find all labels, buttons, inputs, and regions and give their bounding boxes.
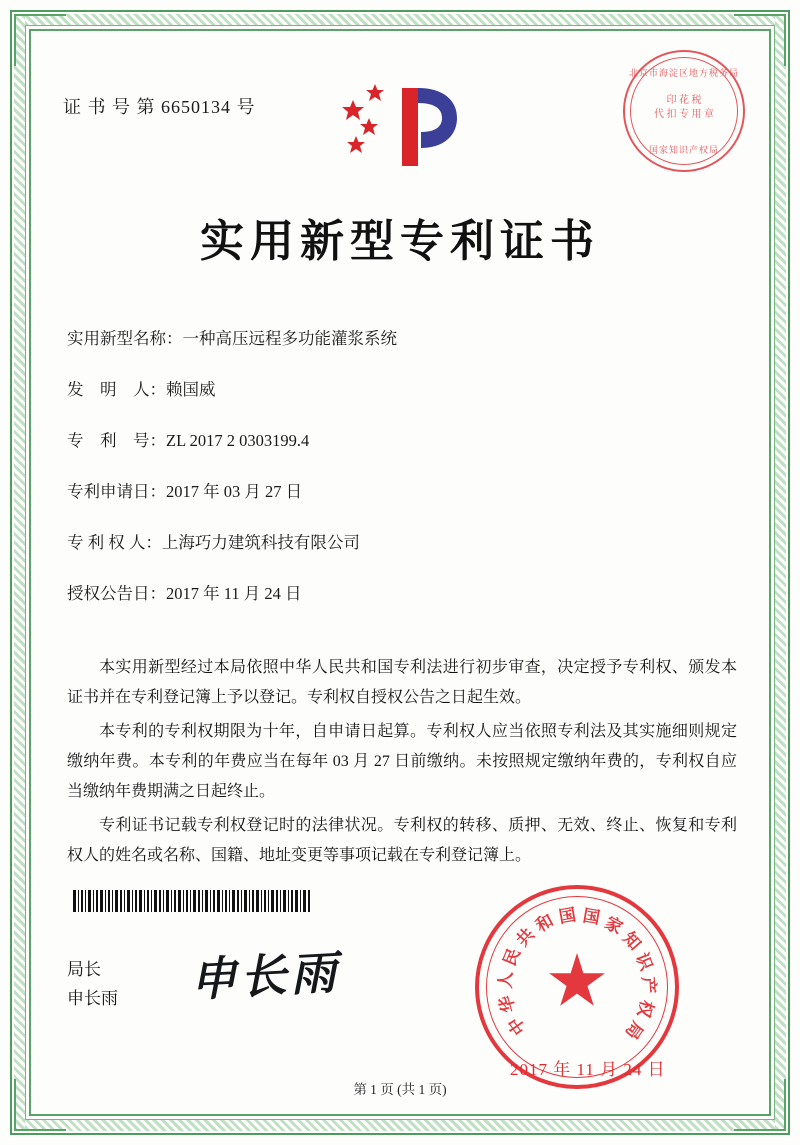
field-value: 上海巧力建筑科技有限公司 bbox=[161, 533, 360, 552]
legal-paragraph: 专利证书记载专利权登记时的法律状况。专利权的转移、质押、无效、终止、恢复和专利权人的姓名或名称、国籍、地址变更等事项记载在专利登记簿上。 bbox=[67, 817, 737, 864]
certificate-number: 证 书 号 第 6650134 号 bbox=[63, 97, 256, 117]
legal-text bbox=[67, 653, 737, 875]
field-value: 2017 年 03 月 27 日 bbox=[166, 482, 303, 501]
barcode bbox=[73, 890, 311, 912]
legal-paragraph: 本专利的专利权期限为十年，自申请日起算。专利权人应当依照专利法及其实施细则规定缴纳年费。本专利的年费应当在每年 03 月 27 日前缴纳。未按照规定缴纳年费的，专利权自应当缴纳年费期满之日起终止。 bbox=[67, 723, 737, 800]
legal-paragraph: 本实用新型经过本局依照中华人民共和国专利法进行初步审查，决定授予专利权、颁发本证书并在专利登记簿上予以登记。专利权自授权公告之日起生效。 bbox=[67, 659, 737, 706]
field-row bbox=[67, 478, 745, 502]
signature-name: 申长雨 bbox=[67, 989, 118, 1008]
certificate-content bbox=[45, 45, 755, 1100]
field-value: 2017 年 11 月 24 日 bbox=[166, 584, 302, 603]
field-value: ZL 2017 2 0303199.4 bbox=[166, 431, 310, 450]
field-row bbox=[67, 376, 745, 400]
sipo-logo-icon bbox=[339, 70, 469, 180]
field-label: 专利申请日： bbox=[67, 482, 166, 501]
tax-seal-line-2: 代 扣 专 用 章 bbox=[654, 109, 714, 120]
signature-role: 局长 bbox=[67, 960, 101, 979]
page-title: 实用新型专利证书 bbox=[200, 217, 600, 266]
signature-block bbox=[67, 955, 118, 1013]
field-row bbox=[67, 580, 745, 604]
field-label: 实用新型名称： bbox=[67, 329, 183, 348]
national-seal-date: 2017 年 11 月 24 日 bbox=[510, 1060, 666, 1079]
field-value: 一种高压远程多功能灌浆系统 bbox=[182, 329, 397, 348]
tax-seal-arc-top: 北京市海淀区地方税务局 bbox=[628, 68, 739, 78]
tax-seal-line-1: 印 花 税 bbox=[666, 95, 702, 106]
field-row bbox=[67, 529, 745, 553]
field-label: 发 明 人： bbox=[67, 380, 166, 399]
field-list bbox=[67, 325, 745, 631]
field-label: 授权公告日： bbox=[67, 584, 166, 603]
handwritten-signature: 申长雨 bbox=[188, 947, 342, 1006]
field-row bbox=[67, 427, 745, 451]
field-label: 专 利 号： bbox=[67, 431, 166, 450]
national-seal-ring-text: 中 华 人 民 共 和 国 国 家 知 识 产 权 局 bbox=[495, 905, 659, 1043]
field-row bbox=[67, 325, 745, 349]
tax-seal-stamp bbox=[623, 50, 745, 172]
field-value: 赖国威 bbox=[166, 380, 216, 399]
tax-seal-arc-bottom: 国家知识产权局 bbox=[648, 145, 719, 155]
page-footer: 第 1 页 (共 1 页) bbox=[353, 1082, 447, 1097]
field-label: 专 利 权 人： bbox=[67, 533, 162, 552]
